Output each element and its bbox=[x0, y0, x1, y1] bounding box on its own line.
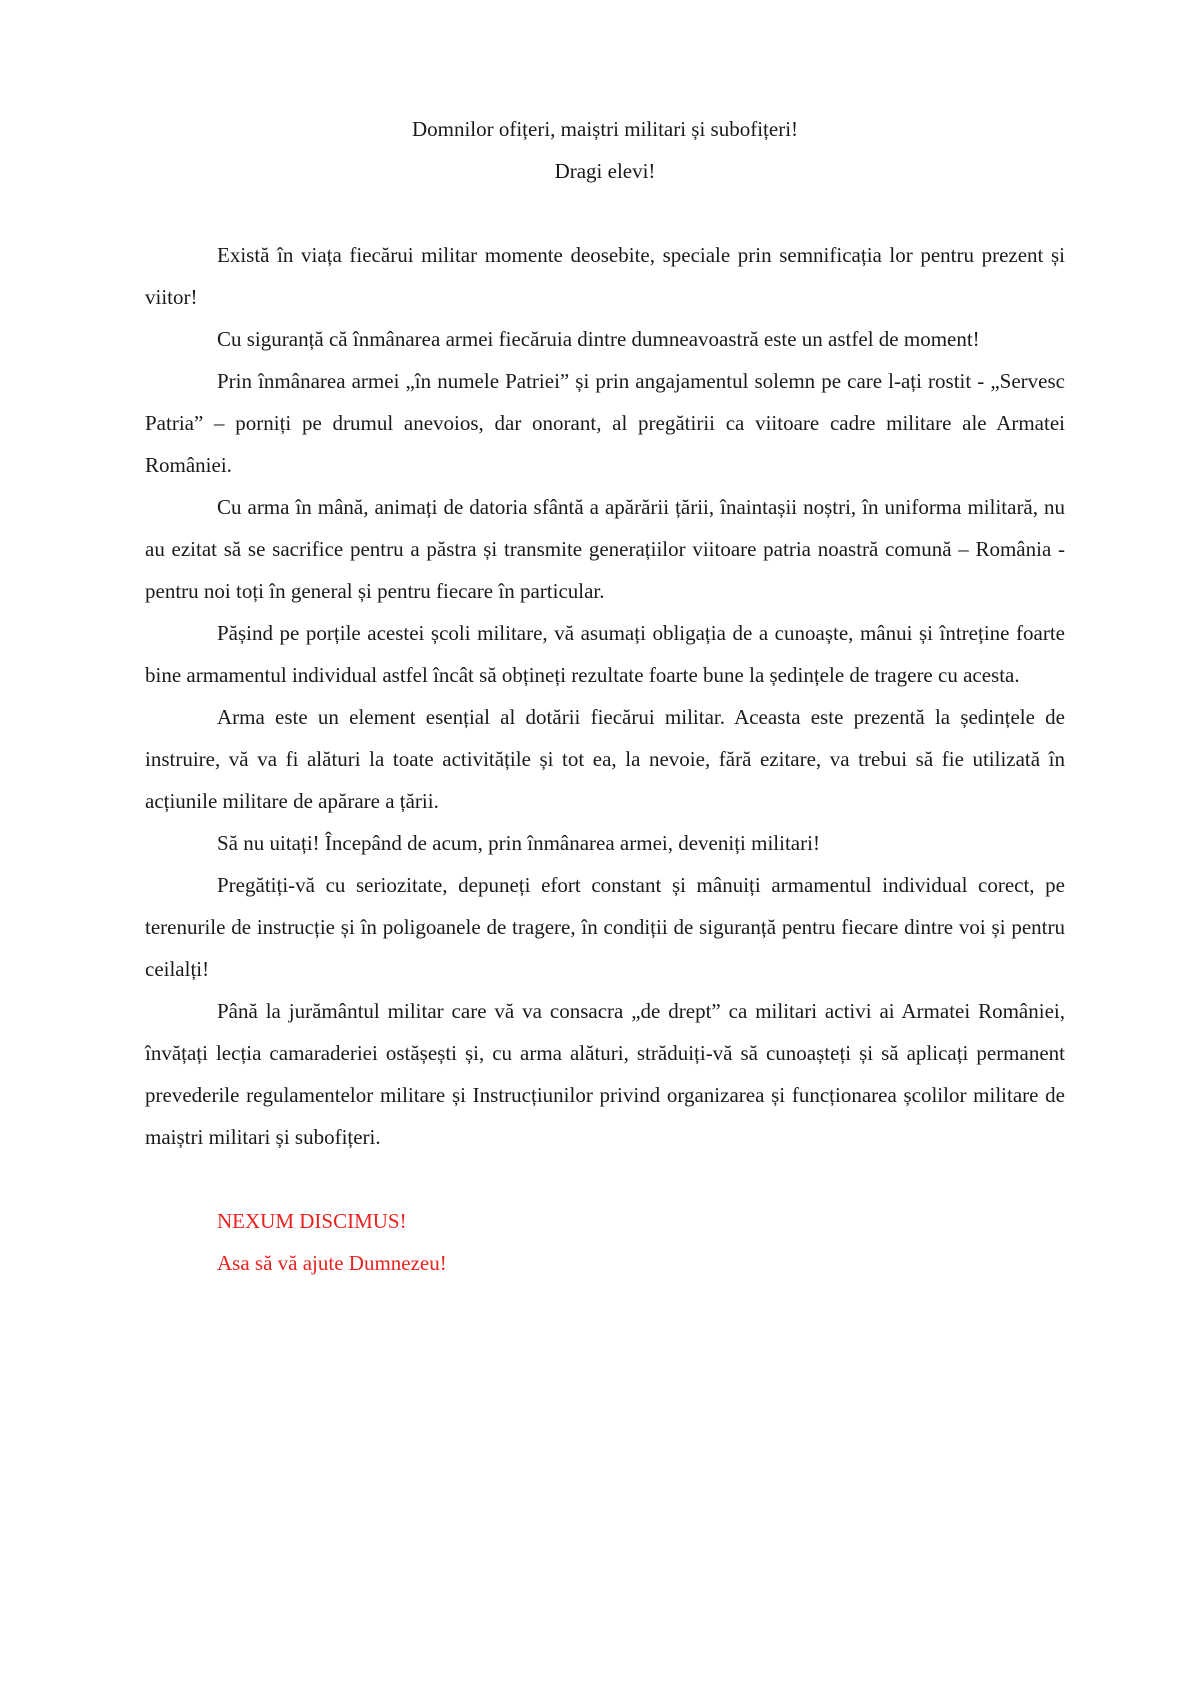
paragraph-3: Prin înmânarea armei „în numele Patriei” și prin angajamentul solemn pe care l-ați rostit - „Servesc Patria” – porniți pe drumul anevoios, dar onorant, al pregătirii ca viitoare cadre militare ale Armatei României. bbox=[145, 369, 1065, 477]
paragraph-1: Există în viața fiecărui militar momente deosebite, speciale prin semnificația lor pentru prezent și viitor! bbox=[145, 243, 1065, 309]
document-page bbox=[145, 108, 1065, 1284]
paragraph-9: Până la jurământul militar care vă va consacra „de drept” ca militari activi ai Armatei României, învățați lecția camaraderiei ostășești și, cu arma alături, străduiți-vă să cunoașteți și să aplicați permanent prevederile regulamentelor militare și Instrucțiunilor privind organizarea și funcționarea școlilor militare de maiștri militari și subofițeri. bbox=[145, 999, 1065, 1149]
paragraph-2: Cu siguranță că înmânarea armei fiecăruia dintre dumneavoastră este un astfel de moment! bbox=[217, 327, 980, 351]
closing-motto: NEXUM DISCIMUS! bbox=[217, 1209, 407, 1233]
paragraph-5: Pășind pe porțile acestei școli militare, vă asumați obligația de a cunoaște, mânui și întreține foarte bine armamentul individual astfel încât să obțineți rezultate foarte bune la ședințele de tragere cu acesta. bbox=[145, 621, 1065, 687]
closing-blessing: Asa să vă ajute Dumnezeu! bbox=[217, 1251, 447, 1275]
greeting-students: Dragi elevi! bbox=[554, 159, 656, 183]
closing-spacer bbox=[145, 1158, 1065, 1200]
paragraph-6: Arma este un element esențial al dotării fiecărui militar. Aceasta este prezentă la ședințele de instruire, vă va fi alături la toate activitățile și tot ea, la nevoie, fără ezitare, va trebui să fie utilizată în acțiunile militare de apărare a țării. bbox=[145, 705, 1065, 813]
spacer bbox=[145, 192, 1065, 234]
paragraph-4: Cu arma în mână, animați de datoria sfântă a apărării țării, înaintașii noștri, în uniforma militară, nu au ezitat să se sacrifice pentru a păstra și transmite generațiilor viitoare patria noastră comună – România - pentru noi toți în general și pentru fiecare în particular. bbox=[145, 495, 1065, 603]
paragraph-7: Să nu uitați! Începând de acum, prin înmânarea armei, deveniți militari! bbox=[217, 831, 820, 855]
greeting-officers: Domnilor ofițeri, maiștri militari și subofițeri! bbox=[411, 117, 799, 141]
paragraph-8: Pregătiți-vă cu seriozitate, depuneți efort constant și mânuiți armamentul individual corect, pe terenurile de instrucție și în poligoanele de tragere, în condiții de siguranță pentru fiecare dintre voi și pentru ceilalți! bbox=[145, 873, 1065, 981]
